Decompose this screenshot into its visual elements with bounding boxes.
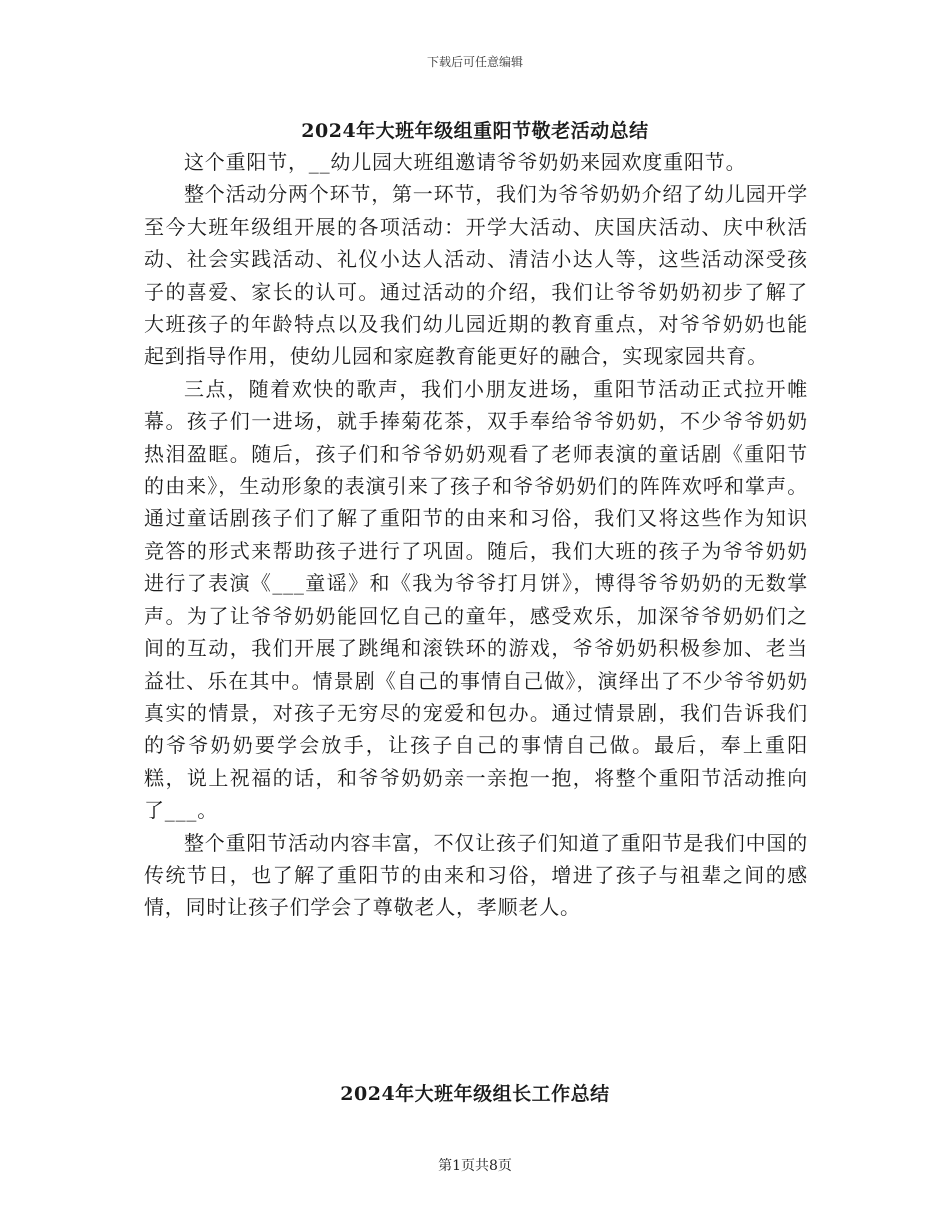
- next-section-title: 2024年大班年级组长工作总结: [340, 1083, 610, 1105]
- paragraph-4: 整个重阳节活动内容丰富，不仅让孩子们知道了重阳节是我们中国的传统节日，也了解了重阳节的由来和习俗，增进了孩子与祖辈之间的感情，同时让孩子们学会了尊敬老人，孝顺老人。: [144, 830, 808, 920]
- page-number: 第1页共8页: [438, 1158, 512, 1174]
- paragraph-1: 这个重阳节，__幼儿园大班组邀请爷爷奶奶来园欢度重阳节。: [184, 150, 747, 174]
- document-body: [144, 146, 808, 924]
- paragraph-3: 三点，随着欢快的歌声，我们小朋友进场，重阳节活动正式拉开帷幕。孩子们一进场，就手捧菊花茶，双手奉给爷爷奶奶，不少爷爷奶奶热泪盈眶。随后，孩子们和爷爷奶奶观看了老师表演的童话剧《重阳节的由来》，生动形象的表演引来了孩子和爷爷奶奶们的阵阵欢呼和掌声。通过童话剧孩子们了解了重阳节的由来和习俗，我们又将这些作为知识竞答的形式来帮助孩子进行了巩固。随后，我们大班的孩子为爷爷奶奶进行了表演《___童谣》和《我为爷爷打月饼》，博得爷爷奶奶的无数掌声。为了让爷爷奶奶能回忆自己的童年，感受欢乐，加深爷爷奶奶们之间的互动，我们开展了跳绳和滚铁环的游戏，爷爷奶奶积极参加、老当益壮、乐在其中。情景剧《自己的事情自己做》，演绎出了不少爷爷奶奶真实的情景，对孩子无穷尽的宠爱和包办。通过情景剧，我们告诉我们的爷爷奶奶要学会放手，让孩子自己的事情自己做。最后，奉上重阳糕，说上祝福的话，和爷爷奶奶亲一亲抱一抱，将整个重阳节活动推向了___。: [144, 376, 808, 823]
- document-title: 2024年大班年级组重阳节敬老活动总结: [301, 120, 649, 142]
- header-note: 下载后可任意编辑: [426, 55, 523, 69]
- paragraph-2: 整个活动分两个环节，第一环节，我们为爷爷奶奶介绍了幼儿园开学至今大班年级组开展的各项活动：开学大活动、庆国庆活动、庆中秋活动、社会实践活动、礼仪小达人活动、清洁小达人等，这些活动深受孩子的喜爱、家长的认可。通过活动的介绍，我们让爷爷奶奶初步了解了大班孩子的年龄特点以及我们幼儿园近期的教育重点，对爷爷奶奶也能起到指导作用，使幼儿园和家庭教育能更好的融合，实现家园共育。: [144, 182, 808, 369]
